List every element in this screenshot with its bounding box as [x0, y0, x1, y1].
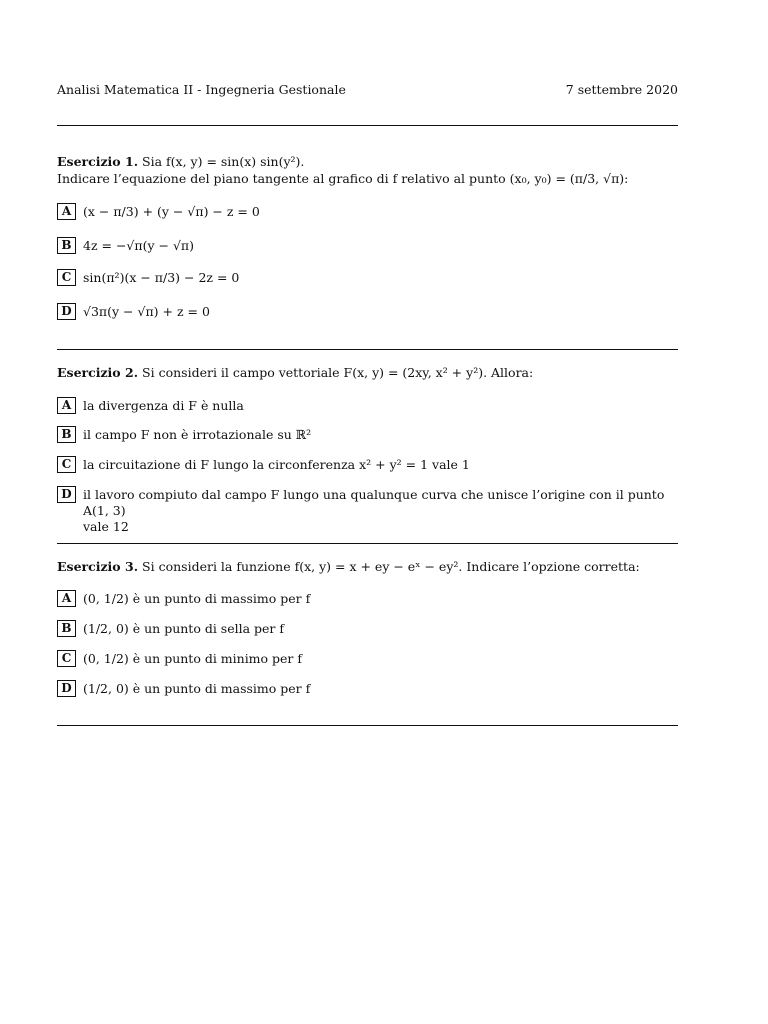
option-text: (x − π/3) + (y − √π) − z = 0 — [83, 204, 260, 219]
option-c[interactable] — [57, 456, 678, 473]
option-b[interactable] — [57, 620, 678, 637]
option-text: (1/2, 0) è un punto di massimo per f — [83, 681, 311, 696]
divider — [57, 543, 678, 544]
option-letter: B — [57, 237, 76, 254]
option-d[interactable] — [57, 486, 678, 535]
exam-date: 7 settembre 2020 — [565, 82, 678, 97]
exercise-statement-2: Indicare l’equazione del piano tangente al grafico di f relativo al punto (x₀, y₀) = (π/3, √π): — [57, 171, 629, 186]
option-letter: A — [57, 590, 76, 607]
course-title: Analisi Matematica II - Ingegneria Gestionale — [57, 82, 346, 97]
option-text: il lavoro compiuto dal campo F lungo una qualunque curva che unisce l’origine con il punto A(1, 3) — [83, 487, 665, 518]
option-text: (0, 1/2) è un punto di massimo per f — [83, 591, 311, 606]
exercise-title: Esercizio 1. — [57, 154, 139, 169]
divider — [57, 349, 678, 350]
option-letter: D — [57, 680, 76, 697]
option-text: (0, 1/2) è un punto di minimo per f — [83, 651, 303, 666]
option-b[interactable] — [57, 426, 678, 443]
exercise-2 — [57, 364, 678, 381]
option-letter: A — [57, 203, 76, 220]
option-d[interactable] — [57, 680, 678, 697]
option-text-continued: vale 12 — [83, 519, 129, 534]
option-letter: A — [57, 397, 76, 414]
page-header — [57, 82, 678, 97]
exercise-1 — [57, 153, 678, 187]
option-letter: C — [57, 269, 76, 286]
option-text: il campo F non è irrotazionale su ℝ² — [83, 427, 312, 442]
option-text: sin(π²)(x − π/3) − 2z = 0 — [83, 270, 240, 285]
option-c[interactable] — [57, 269, 678, 286]
option-a[interactable] — [57, 397, 678, 414]
option-a[interactable] — [57, 203, 678, 220]
exercise-title: Esercizio 2. — [57, 365, 139, 380]
option-letter: C — [57, 650, 76, 667]
exercise-statement: Sia f(x, y) = sin(x) sin(y²). — [142, 154, 305, 169]
option-c[interactable] — [57, 650, 678, 667]
option-letter: B — [57, 426, 76, 443]
divider — [57, 725, 678, 726]
divider — [57, 125, 678, 126]
option-letter: D — [57, 486, 76, 503]
exercise-statement: Si consideri la funzione f(x, y) = x + ey − eˣ − ey². Indicare l’opzione corretta: — [142, 559, 640, 574]
option-letter: D — [57, 303, 76, 320]
option-text: √3π(y − √π) + z = 0 — [83, 304, 210, 319]
option-letter: C — [57, 456, 76, 473]
exercise-title: Esercizio 3. — [57, 559, 139, 574]
exercise-3 — [57, 558, 678, 575]
option-b[interactable] — [57, 237, 678, 254]
option-a[interactable] — [57, 590, 678, 607]
option-letter: B — [57, 620, 76, 637]
exercise-statement: Si consideri il campo vettoriale F(x, y) = (2xy, x² + y²). Allora: — [142, 365, 534, 380]
option-text: (1/2, 0) è un punto di sella per f — [83, 621, 284, 636]
option-text: la divergenza di F è nulla — [83, 398, 244, 413]
option-text: 4z = −√π(y − √π) — [83, 238, 195, 253]
option-d[interactable] — [57, 303, 678, 320]
option-text: la circuitazione di F lungo la circonferenza x² + y² = 1 vale 1 — [83, 457, 470, 472]
